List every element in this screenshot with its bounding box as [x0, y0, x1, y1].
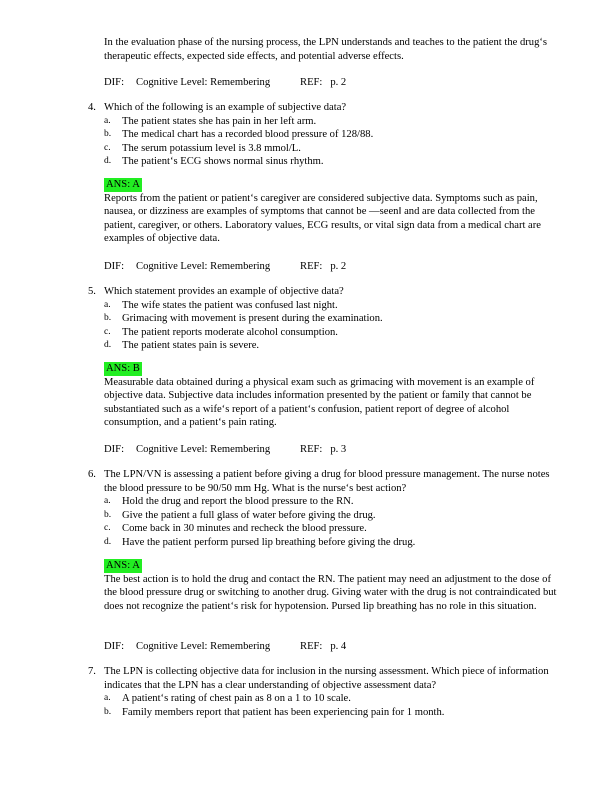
- dif-label: DIF:: [104, 444, 125, 455]
- option-b: [104, 706, 564, 720]
- question-text: The LPN is collecting objective data for inclusion in the nursing assessment. Which piece of information indicates that the LPN has a clear understanding of objective assessment data?: [104, 666, 549, 691]
- option-letter: b.: [104, 313, 112, 324]
- reference: REF: p. 2: [300, 77, 347, 88]
- option-letter: c.: [104, 326, 111, 337]
- answer-block-6: [104, 559, 564, 613]
- option-letter: c.: [104, 523, 111, 534]
- option-letter: a.: [104, 299, 111, 310]
- dif-label: DIF:: [104, 261, 125, 272]
- question-4: [88, 101, 564, 169]
- question-number: 5.: [88, 286, 96, 297]
- option-a: [104, 115, 564, 129]
- intro-paragraph: In the evaluation phase of the nursing process, the LPN understands and teaches to the patient the drug‘s therapeutic effects, expected side effects, and potential adverse effects.: [104, 37, 548, 62]
- option-a: [104, 495, 564, 509]
- dif-label: DIF:: [104, 77, 125, 88]
- option-d: [104, 339, 564, 353]
- option-text: The medical chart has a recorded blood pressure of 128/88.: [122, 129, 374, 141]
- option-a: [104, 299, 564, 313]
- reference: REF: p. 3: [300, 444, 347, 455]
- question-6: [88, 468, 564, 550]
- answer-badge: ANS: B: [106, 363, 140, 374]
- option-letter: a.: [104, 693, 111, 704]
- option-letter: b.: [104, 129, 112, 140]
- option-b: [104, 312, 564, 326]
- option-text: The patient reports moderate alcohol consumption.: [122, 326, 338, 338]
- question-5: [88, 285, 564, 353]
- rationale-text: Measurable data obtained during a physical exam such as grimacing with movement is an example of objective data. Subjective data includes information presented by the patient or family that cannot be substantiated such as a wife‘s report of a patient‘s confusion, patient report of degree of alcohol consumption, and a patient‘s pain rating.: [104, 376, 535, 429]
- dif-label: DIF:: [104, 641, 125, 652]
- option-c: [104, 142, 564, 156]
- rationale-text: The best action is to hold the drug and contact the RN. The patient may need an adjustment to the dose of the blood pressure drug or switching to another drug. Giving water with the drug is not contraindicated but does not recognize the patient‘s risk for hypotension. Pursed lip breathing has no role in this situation.: [104, 573, 557, 612]
- cognitive-level: Cognitive Level: Remembering: [136, 77, 271, 88]
- option-c: [104, 326, 564, 340]
- rationale-text: Reports from the patient or patient‘s caregiver are considered subjective data. Symptoms such as pain, nausea, or dizziness are examples of symptoms that cannot be ―seen‖ and are data collected from the patient, caregiver, or others. Laboratory values, ECG results, or vital sign data from a medical chart are examples of objective data.: [104, 192, 541, 245]
- option-letter: b.: [104, 509, 112, 520]
- answer-block-5: [104, 362, 564, 430]
- cognitive-level: Cognitive Level: Remembering: [136, 641, 271, 652]
- dif-line-4: [104, 260, 346, 274]
- option-text: Family members report that patient has been experiencing pain for 1 month.: [122, 706, 445, 718]
- option-d: [104, 536, 564, 550]
- option-text: A patient‘s rating of chest pain as 8 on a 1 to 10 scale.: [122, 693, 351, 705]
- option-letter: d.: [104, 340, 112, 351]
- reference: REF: p. 4: [300, 641, 347, 652]
- option-d: [104, 155, 564, 169]
- question-number: 6.: [88, 469, 96, 480]
- option-a: [104, 692, 564, 706]
- option-letter: c.: [104, 142, 111, 153]
- reference: REF: p. 2: [300, 261, 347, 272]
- option-letter: b.: [104, 706, 112, 717]
- option-b: [104, 128, 564, 142]
- intro-dif-line: [104, 76, 346, 90]
- option-text: Come back in 30 minutes and recheck the blood pressure.: [122, 523, 367, 535]
- option-letter: a.: [104, 496, 111, 507]
- question-number: 7.: [88, 666, 96, 677]
- option-b: [104, 509, 564, 523]
- question-7: [88, 665, 564, 719]
- question-text: The LPN/VN is assessing a patient before giving a drug for blood pressure management. The nurse notes the blood pressure to be 90/50 mm Hg. What is the nurse‘s best action?: [104, 469, 550, 494]
- option-text: The serum potassium level is 3.8 mmol/L.: [122, 142, 301, 154]
- option-letter: a.: [104, 115, 111, 126]
- option-text: The patient states pain is severe.: [122, 340, 260, 352]
- option-text: Grimacing with movement is present during the examination.: [122, 313, 383, 325]
- option-text: Have the patient perform pursed lip breathing before giving the drug.: [122, 536, 416, 548]
- cognitive-level: Cognitive Level: Remembering: [136, 444, 271, 455]
- answer-badge: ANS: A: [106, 560, 140, 571]
- option-text: The wife states the patient was confused last night.: [122, 299, 338, 311]
- cognitive-level: Cognitive Level: Remembering: [136, 261, 271, 272]
- option-c: [104, 522, 564, 536]
- question-text: Which statement provides an example of objective data?: [104, 286, 344, 297]
- option-text: Hold the drug and report the blood pressure to the RN.: [122, 496, 354, 508]
- dif-line-5: [104, 443, 346, 457]
- answer-block-4: [104, 178, 564, 246]
- question-number: 4.: [88, 102, 96, 113]
- option-text: Give the patient a full glass of water before giving the drug.: [122, 509, 376, 521]
- option-letter: d.: [104, 536, 112, 547]
- question-text: Which of the following is an example of subjective data?: [104, 102, 347, 113]
- option-text: The patient‘s ECG shows normal sinus rhythm.: [122, 156, 324, 168]
- option-letter: d.: [104, 156, 112, 167]
- option-text: The patient states she has pain in her left arm.: [122, 115, 317, 127]
- dif-line-6: [104, 640, 346, 654]
- answer-badge: ANS: A: [106, 179, 140, 190]
